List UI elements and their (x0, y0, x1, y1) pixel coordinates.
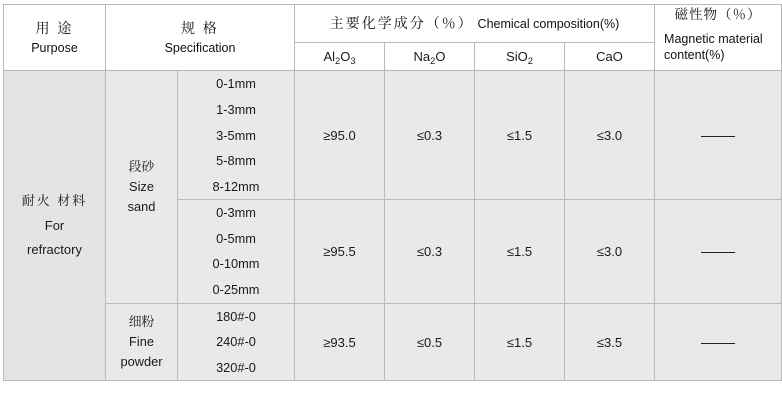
cell-magnetic-row3 (655, 303, 782, 381)
header-specification (106, 5, 295, 71)
header-purpose-en: Purpose (31, 40, 78, 55)
cell-al2o3-row3: ≥93.5 (295, 303, 385, 381)
size-item: 0-3mm (216, 205, 256, 221)
dash-icon (701, 252, 735, 253)
header-purpose (4, 5, 106, 71)
cell-sizes-row1 (178, 71, 295, 200)
size-item: 0-10mm (212, 256, 260, 272)
cell-magnetic-row1 (655, 71, 782, 200)
group-en-line2: sand (127, 198, 156, 214)
dash-icon (701, 136, 735, 137)
cell-al2o3-row2: ≥95.5 (295, 200, 385, 303)
header-specification-en: Specification (164, 40, 236, 55)
cell-na2o-row2: ≤0.3 (385, 200, 475, 303)
cell-na2o-row3: ≤0.5 (385, 303, 475, 381)
header-col-na2o: $Na_2O$ (385, 43, 475, 71)
cell-cao-row3: ≤3.5 (565, 303, 655, 381)
header-col-al2o3: $Al_2O_3$ (295, 43, 385, 71)
purpose-en-line2: refractory (27, 242, 82, 258)
size-item: 3-5mm (216, 127, 256, 143)
header-magnetic-en: Magnetic material content(%) (664, 31, 763, 63)
size-item: 1-3mm (216, 101, 256, 117)
header-magnetic (655, 5, 782, 71)
specification-table (3, 4, 782, 381)
header-magnetic-cn: 磁性物（％） (674, 7, 762, 22)
cell-cao-row2: ≤3.0 (565, 200, 655, 303)
header-chemical-composition (295, 5, 655, 43)
size-item: 320#-0 (216, 359, 256, 375)
header-specification-cn: 规 格 (181, 20, 219, 37)
group-en-line1: Fine (129, 334, 154, 350)
group-cn: 细粉 (128, 314, 155, 330)
size-item: 8-12mm (212, 178, 260, 194)
table-row (4, 303, 782, 381)
size-item: 0-5mm (216, 230, 256, 246)
size-item: 180#-0 (216, 308, 256, 324)
purpose-en-line1: For (44, 217, 65, 233)
dash-icon (701, 343, 735, 344)
cell-group-size-sand (106, 71, 178, 303)
group-en-line1: Size (129, 179, 154, 195)
cell-sizes-row2 (178, 200, 295, 303)
table-row (4, 71, 782, 200)
header-col-sio2: SiO$_2$ (475, 43, 565, 71)
group-cn: 段砂 (128, 159, 155, 175)
size-item: 0-25mm (212, 282, 260, 298)
cell-cao-row1: ≤3.0 (565, 71, 655, 200)
cell-purpose-refractory (4, 71, 106, 381)
cell-sio2-row3: ≤1.5 (475, 303, 565, 381)
cell-al2o3-row1: ≥95.0 (295, 71, 385, 200)
header-chemical-en: Chemical composition(%) (477, 17, 620, 32)
cell-sio2-row1: ≤1.5 (475, 71, 565, 200)
cell-na2o-row1: ≤0.3 (385, 71, 475, 200)
header-row-primary (4, 5, 782, 43)
group-en-line2: powder (120, 353, 163, 369)
size-item: 5-8mm (216, 153, 256, 169)
size-item: 0-1mm (216, 76, 256, 92)
size-item: 240#-0 (216, 334, 256, 350)
header-col-cao: CaO (565, 43, 655, 71)
purpose-cn: 耐火 材料 (21, 192, 88, 208)
cell-magnetic-row2 (655, 200, 782, 303)
header-chemical-cn: 主要化学成分（％） (329, 15, 474, 32)
cell-group-fine-powder (106, 303, 178, 381)
header-purpose-cn: 用 途 (35, 20, 74, 37)
cell-sizes-row3 (178, 303, 295, 381)
cell-sio2-row2: ≤1.5 (475, 200, 565, 303)
